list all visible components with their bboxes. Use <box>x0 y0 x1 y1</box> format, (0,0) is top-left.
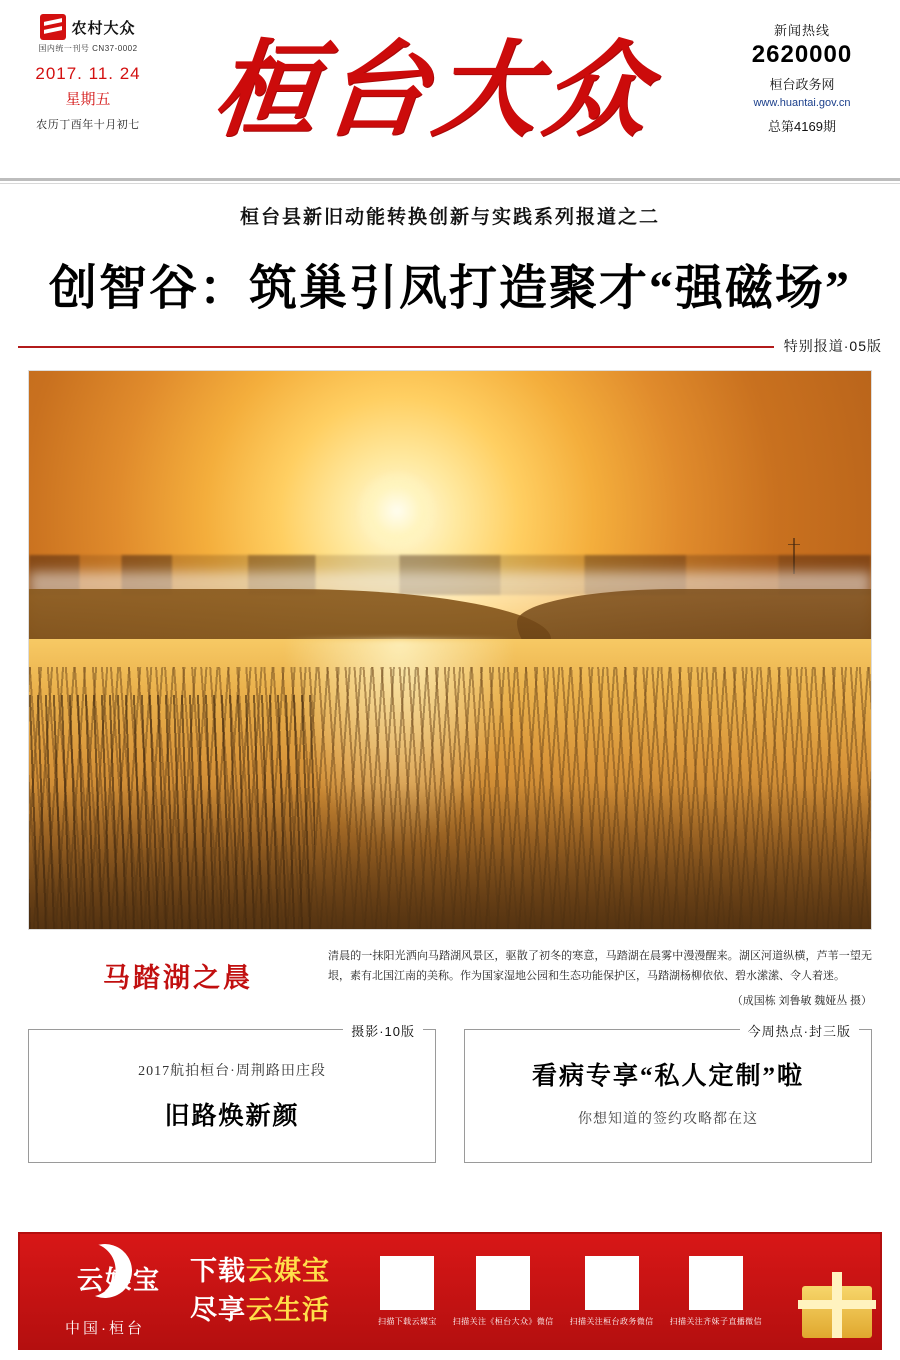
section-tag: 特别报道·05版 <box>774 336 882 356</box>
publisher-logo <box>18 14 158 40</box>
newspaper-title <box>175 6 695 156</box>
gov-site-name: 桓台政务网 <box>769 77 835 92</box>
qr-code-caption: 扫描关注齐妹子直播微信 <box>669 1316 762 1326</box>
promo-title: 看病专享“私人定制”啦 <box>531 1063 804 1091</box>
photo-caption-text: 清晨的一抹阳光洒向马踏湖风景区，驱散了初冬的寒意，马踏湖在晨雾中漫漫醒来。湖区河道纵横，芦苇一望无垠，素有北国江南的美称。作为国家湿地公园和生态功能保护区，马踏湖杨柳依依、碧水潆潆、令人着迷。 <box>328 950 872 983</box>
qr-code-icon <box>380 1256 434 1310</box>
photo-caption-body <box>328 946 872 1011</box>
qr-code-caption: 扫描下载云媒宝 <box>377 1316 437 1326</box>
qr-code-item[interactable] <box>378 1256 437 1327</box>
qr-code-icon <box>689 1256 743 1310</box>
qr-code-item[interactable] <box>570 1256 654 1327</box>
qr-code-caption: 扫描关注《桓台大众》微信 <box>452 1316 554 1326</box>
photo-caption <box>28 946 872 1011</box>
issue-weekday: 星期五 <box>65 91 111 108</box>
publisher-name: 农村大众 <box>71 19 136 37</box>
bottom-advertisement[interactable] <box>18 1232 882 1350</box>
promo-subtitle: 你想知道的签约攻略都在这 <box>578 1112 758 1128</box>
gov-site-url[interactable]: www.huantai.gov.cn <box>753 97 851 109</box>
section-rule <box>18 336 882 358</box>
ad-slogan <box>190 1252 370 1330</box>
ad-slogan-line1-accent: 云媒宝 <box>246 1255 330 1286</box>
qr-code-icon <box>585 1256 639 1310</box>
qr-code-item[interactable] <box>453 1256 554 1327</box>
qr-code-item[interactable] <box>670 1256 762 1327</box>
headline-block <box>0 202 900 318</box>
ad-brand <box>20 1244 190 1338</box>
promo-tag: 摄影·10版 <box>343 1021 423 1040</box>
qr-code-list <box>370 1256 770 1327</box>
issue-number: 总第4169期 <box>768 119 836 134</box>
photo-tower <box>793 538 795 574</box>
page-title: 创智谷：筑巢引凤打造聚才“强磁场” <box>48 262 851 315</box>
ad-slogan-line1-prefix: 下载 <box>190 1255 246 1286</box>
masthead <box>0 0 900 172</box>
qr-code-caption: 扫描关注桓台政务微信 <box>569 1316 654 1326</box>
ad-slogan-line1 <box>190 1252 370 1291</box>
masthead-right <box>722 20 882 135</box>
masthead-left <box>18 14 158 132</box>
promo-tag: 今周热点·封三版 <box>740 1021 859 1040</box>
photo-caption-title: 马踏湖之晨 <box>103 963 253 993</box>
promo-title: 旧路焕新颜 <box>164 1103 300 1131</box>
masthead-divider-thin <box>0 183 900 184</box>
hotline-label: 新闻热线 <box>773 23 830 38</box>
masthead-divider <box>0 178 900 181</box>
section-rule-line <box>18 346 882 348</box>
promo-card-hot-topic[interactable] <box>464 1024 872 1163</box>
photo-reeds-shadow <box>29 784 871 929</box>
ad-brand-name: 云媒宝 <box>76 1266 161 1295</box>
gift-box-icon <box>802 1286 872 1338</box>
photo-credit: （成国栋 刘鲁敏 魏娅丛 摄） <box>731 994 872 1007</box>
headline-kicker: 桓台县新旧动能转换创新与实践系列报道之二 <box>239 207 660 228</box>
ad-brand-region: 中国·桓台 <box>65 1320 145 1337</box>
promo-subtitle: 2017航拍桓台·周荆路田庄段 <box>138 1064 326 1080</box>
newspaper-title-text: 桓台大众 <box>207 34 660 149</box>
issue-date: 2017. 11. 24 <box>35 64 141 83</box>
flag-icon <box>40 14 66 40</box>
hotline-number: 2620000 <box>751 41 853 68</box>
qr-code-icon <box>476 1256 530 1310</box>
ad-slogan-line2-prefix: 尽享 <box>190 1295 246 1325</box>
ad-slogan-line2-accent: 云生活 <box>246 1295 330 1325</box>
publication-number: 国内统一刊号 CN37-0002 <box>38 44 138 53</box>
issue-lunar-date: 农历丁酉年十月初七 <box>36 119 140 131</box>
lead-photo <box>28 370 872 930</box>
gift-illustration <box>770 1234 880 1348</box>
promo-card-photography[interactable] <box>28 1024 436 1163</box>
ad-slogan-line2 <box>190 1291 370 1330</box>
promo-boxes <box>28 1024 872 1163</box>
